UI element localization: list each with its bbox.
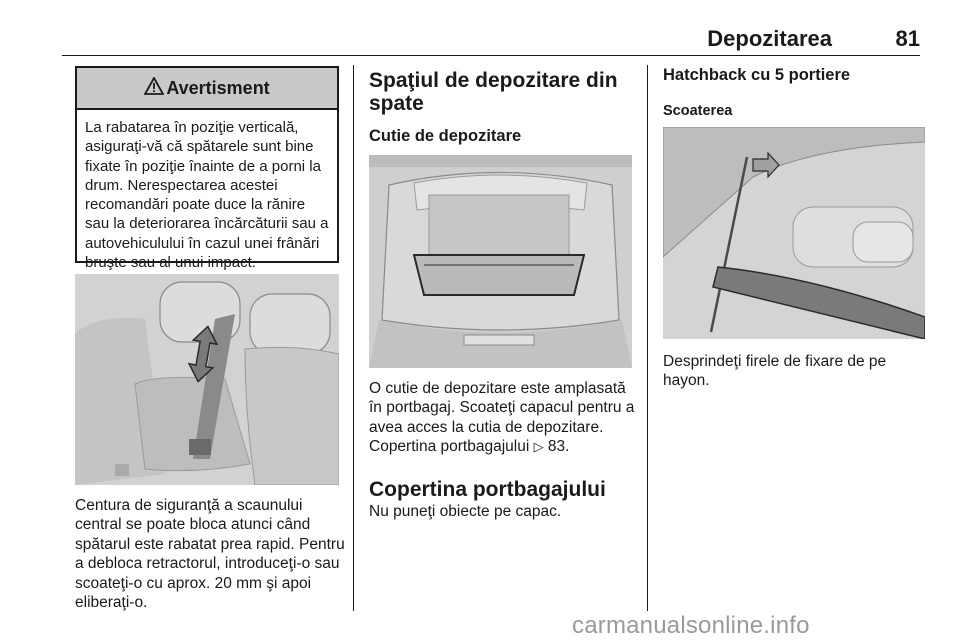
subsection-title-storage-box: Cutie de depozitare [369,127,522,145]
cargo-cover-paragraph: Nu puneţi obiecte pe capac. [369,503,562,520]
page-reference-link[interactable] [534,438,570,455]
watermark: carmanualsonline.info [572,612,810,639]
warning-header [77,68,337,110]
warning-icon [144,77,164,100]
cargo-cover-removal-figure [663,127,925,339]
cargo-cover-removal-caption: Desprindeţi firele de fixare de pe hayon. [663,353,887,390]
rear-seat-belt-figure [75,274,339,485]
storage-box-paragraph [369,379,641,457]
subsection-title-removal: Scoaterea [663,103,733,119]
arrow-right-icon: ▷ [533,439,544,455]
column-divider-left [353,65,354,611]
storage-box-text: O cutie de depozitare este amplasată în portbagaj. Scoateţi capacul pentru a avea acces la cutia de depozitare. Copertina portbagajului [369,380,635,456]
section-title-rear-storage: Spaţiul de depozitare din spate [369,69,618,115]
section-title-cargo-cover: Copertina portbagajului [369,478,606,501]
warning-title: Avertisment [166,77,270,98]
seat-belt-caption: Centura de siguranţă a scaunului central se poate bloca atunci când spătarul este rabatat prea rapid. Pentru a debloca retractorul, introduceţi-o sau scoateţi-o cu aprox. 20 mm şi apoi eliberaţi-o. [75,497,345,612]
section-title-hatchback: Hatchback cu 5 portiere [663,66,851,84]
column-divider-right [647,65,648,611]
page-number: 81 [895,26,920,51]
header-rule [62,55,920,56]
storage-box-figure [369,155,632,368]
page-header-title: Depozitarea [707,26,832,51]
warning-text: La rabatarea în poziţie verticală, asiguraţi-vă că spătarele sunt bine fixate în poziţie înainte de a porni la drum. Nerespectarea acestei recomandări poate duce la rănire sau la deteriorarea încărcăturii sau a autovehiculului în cazul unei frânări bruşte sau al unui impact. [85,119,329,272]
page-reference-number: 83. [547,438,570,456]
warning-box [75,66,339,272]
